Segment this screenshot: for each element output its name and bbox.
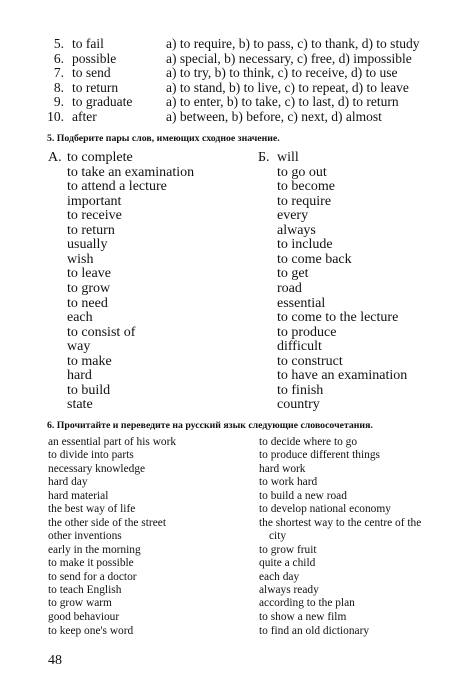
ex5-col-b-word: difficult <box>277 339 322 355</box>
ex4-item-number: 6. <box>53 51 64 66</box>
ex5-col-b-word: to get <box>277 266 309 282</box>
ex5-col-b-word: to come to the lecture <box>277 310 399 326</box>
page-number: 48 <box>48 653 62 668</box>
ex4-item-options: a) to try, b) to think, c) to receive, d) to use <box>166 65 398 80</box>
ex5-col-a-word: to leave <box>67 266 111 282</box>
ex5-col-a-word: to consist of <box>67 324 136 340</box>
ex5-col-a-word: hard <box>67 368 92 384</box>
ex6-col-left-phrase: necessary knowledge <box>48 462 146 475</box>
ex5-col-a-word: to grow <box>67 280 111 296</box>
ex4-item-word: to return <box>72 80 119 95</box>
ex6-col-right-phrase: according to the plan <box>259 597 355 610</box>
ex5-col-b-word: to include <box>277 237 333 253</box>
ex5-col-b-label: Б. <box>258 150 270 165</box>
ex5-heading: 5. Подберите пары слов, имеющих сходное значение. <box>47 133 280 144</box>
ex5-col-a-word: state <box>67 397 93 413</box>
ex4-item-number: 9. <box>53 94 64 109</box>
ex6-col-left-phrase: the best way of life <box>48 503 136 516</box>
ex6-heading: 6. Прочитайте и переведите на русский язык следующие словосочетания. <box>47 420 373 431</box>
ex6-col-left-phrase: to make it possible <box>48 557 134 570</box>
ex6-col-left-phrase: good behaviour <box>48 610 120 623</box>
ex4-item-options: a) special, b) necessary, c) free, d) impossible <box>166 51 412 66</box>
ex5-col-b-word: every <box>277 208 309 224</box>
ex5-col-b-word: road <box>277 280 302 296</box>
ex5-col-a-word: to make <box>67 353 112 369</box>
ex6-col-left-phrase: to keep one's word <box>48 625 134 638</box>
ex4-item-word: to fail <box>72 36 104 51</box>
ex4-item-options: a) to stand, b) to live, c) to repeat, d) to leave <box>166 80 409 95</box>
ex5-col-b-word: always <box>277 222 316 238</box>
ex6-col-left-phrase: the other side of the street <box>48 516 166 529</box>
ex6-col-left-phrase: to divide into parts <box>48 449 134 462</box>
ex5-col-b-word: to finish <box>277 382 324 398</box>
ex5-col-b-word: country <box>277 397 320 413</box>
ex5-col-b-word: to require <box>277 193 332 209</box>
ex5-col-a-word: to need <box>67 295 108 311</box>
ex4-item-number: 8. <box>53 80 64 95</box>
ex6-col-right-phrase: quite a child <box>259 557 316 570</box>
ex5-col-a-word: to complete <box>67 150 133 165</box>
ex4-item-word: possible <box>72 51 117 66</box>
ex6-col-left-phrase: hard material <box>48 489 109 502</box>
ex5-col-a-word: important <box>67 193 122 209</box>
ex6-col-left-phrase: to teach English <box>48 583 122 596</box>
ex5-col-b-word: to become <box>277 179 335 195</box>
ex4-item-number: 7. <box>53 65 64 80</box>
ex6-col-right-phrase: the shortest way to the centre of the <box>259 516 422 529</box>
ex4-item-options: a) between, b) before, c) next, d) almost <box>166 109 382 124</box>
ex6-col-left-phrase: to grow warm <box>48 597 112 610</box>
ex5-col-b-word: to produce <box>277 324 337 340</box>
ex6-col-right-phrase: to develop national economy <box>259 503 391 516</box>
ex6-col-right-phrase: each day <box>259 570 300 583</box>
ex6-col-left-phrase: hard day <box>48 476 88 489</box>
ex6-col-left-phrase: other inventions <box>48 530 122 543</box>
ex4-item-number: 5. <box>53 36 64 51</box>
ex5-col-b-word: to come back <box>277 251 352 267</box>
ex5-col-b-word: to have an examination <box>277 368 408 384</box>
ex6-col-right-phrase: to find an old dictionary <box>259 625 370 638</box>
ex5-col-a-word: to receive <box>67 208 122 224</box>
ex5-col-b-word: to go out <box>277 164 327 180</box>
ex6-col-right-phrase: to show a new film <box>259 610 347 623</box>
ex6-col-right-phrase: to build a new road <box>259 489 347 502</box>
ex6-col-left-phrase: to send for a doctor <box>48 570 137 583</box>
ex4-item-word: after <box>72 109 97 124</box>
ex5-col-b-word: will <box>277 150 299 165</box>
ex5-col-a-word: to return <box>67 222 115 238</box>
ex5-col-a-word: to build <box>67 382 111 398</box>
ex5-col-a-word: wish <box>67 251 94 267</box>
ex5-col-a-word: way <box>67 339 91 355</box>
ex6-col-left-phrase: early in the morning <box>48 543 141 556</box>
ex6-col-right-phrase: to work hard <box>259 476 318 489</box>
ex4-item-word: to send <box>72 65 111 80</box>
ex6-col-right-phrase: hard work <box>259 462 306 475</box>
ex5-col-b-word: to construct <box>277 353 343 369</box>
ex6-col-right-phrase: to grow fruit <box>259 543 317 556</box>
ex4-item-number: 10. <box>47 109 64 124</box>
ex5-col-a-word: to take an examination <box>67 164 195 180</box>
ex5-col-a-label: А. <box>48 150 62 165</box>
ex5-col-a-word: to attend a lecture <box>67 179 167 195</box>
ex4-item-options: a) to enter, b) to take, c) to last, d) to return <box>166 94 399 109</box>
ex4-item-options: a) to require, b) to pass, c) to thank, d) to study <box>166 36 420 51</box>
ex6-col-right-phrase: to decide where to go <box>259 436 358 448</box>
ex6-col-left-phrase: an essential part of his work <box>48 436 177 448</box>
ex5-col-a-word: each <box>67 310 93 326</box>
ex5-col-a-word: usually <box>67 237 108 253</box>
ex6-col-right-phrase: always ready <box>259 583 319 596</box>
ex6-col-right-phrase: city <box>269 530 287 543</box>
ex6-col-right-phrase: to produce different things <box>259 449 380 462</box>
ex5-col-b-word: essential <box>277 295 326 311</box>
ex4-item-word: to graduate <box>72 94 133 109</box>
